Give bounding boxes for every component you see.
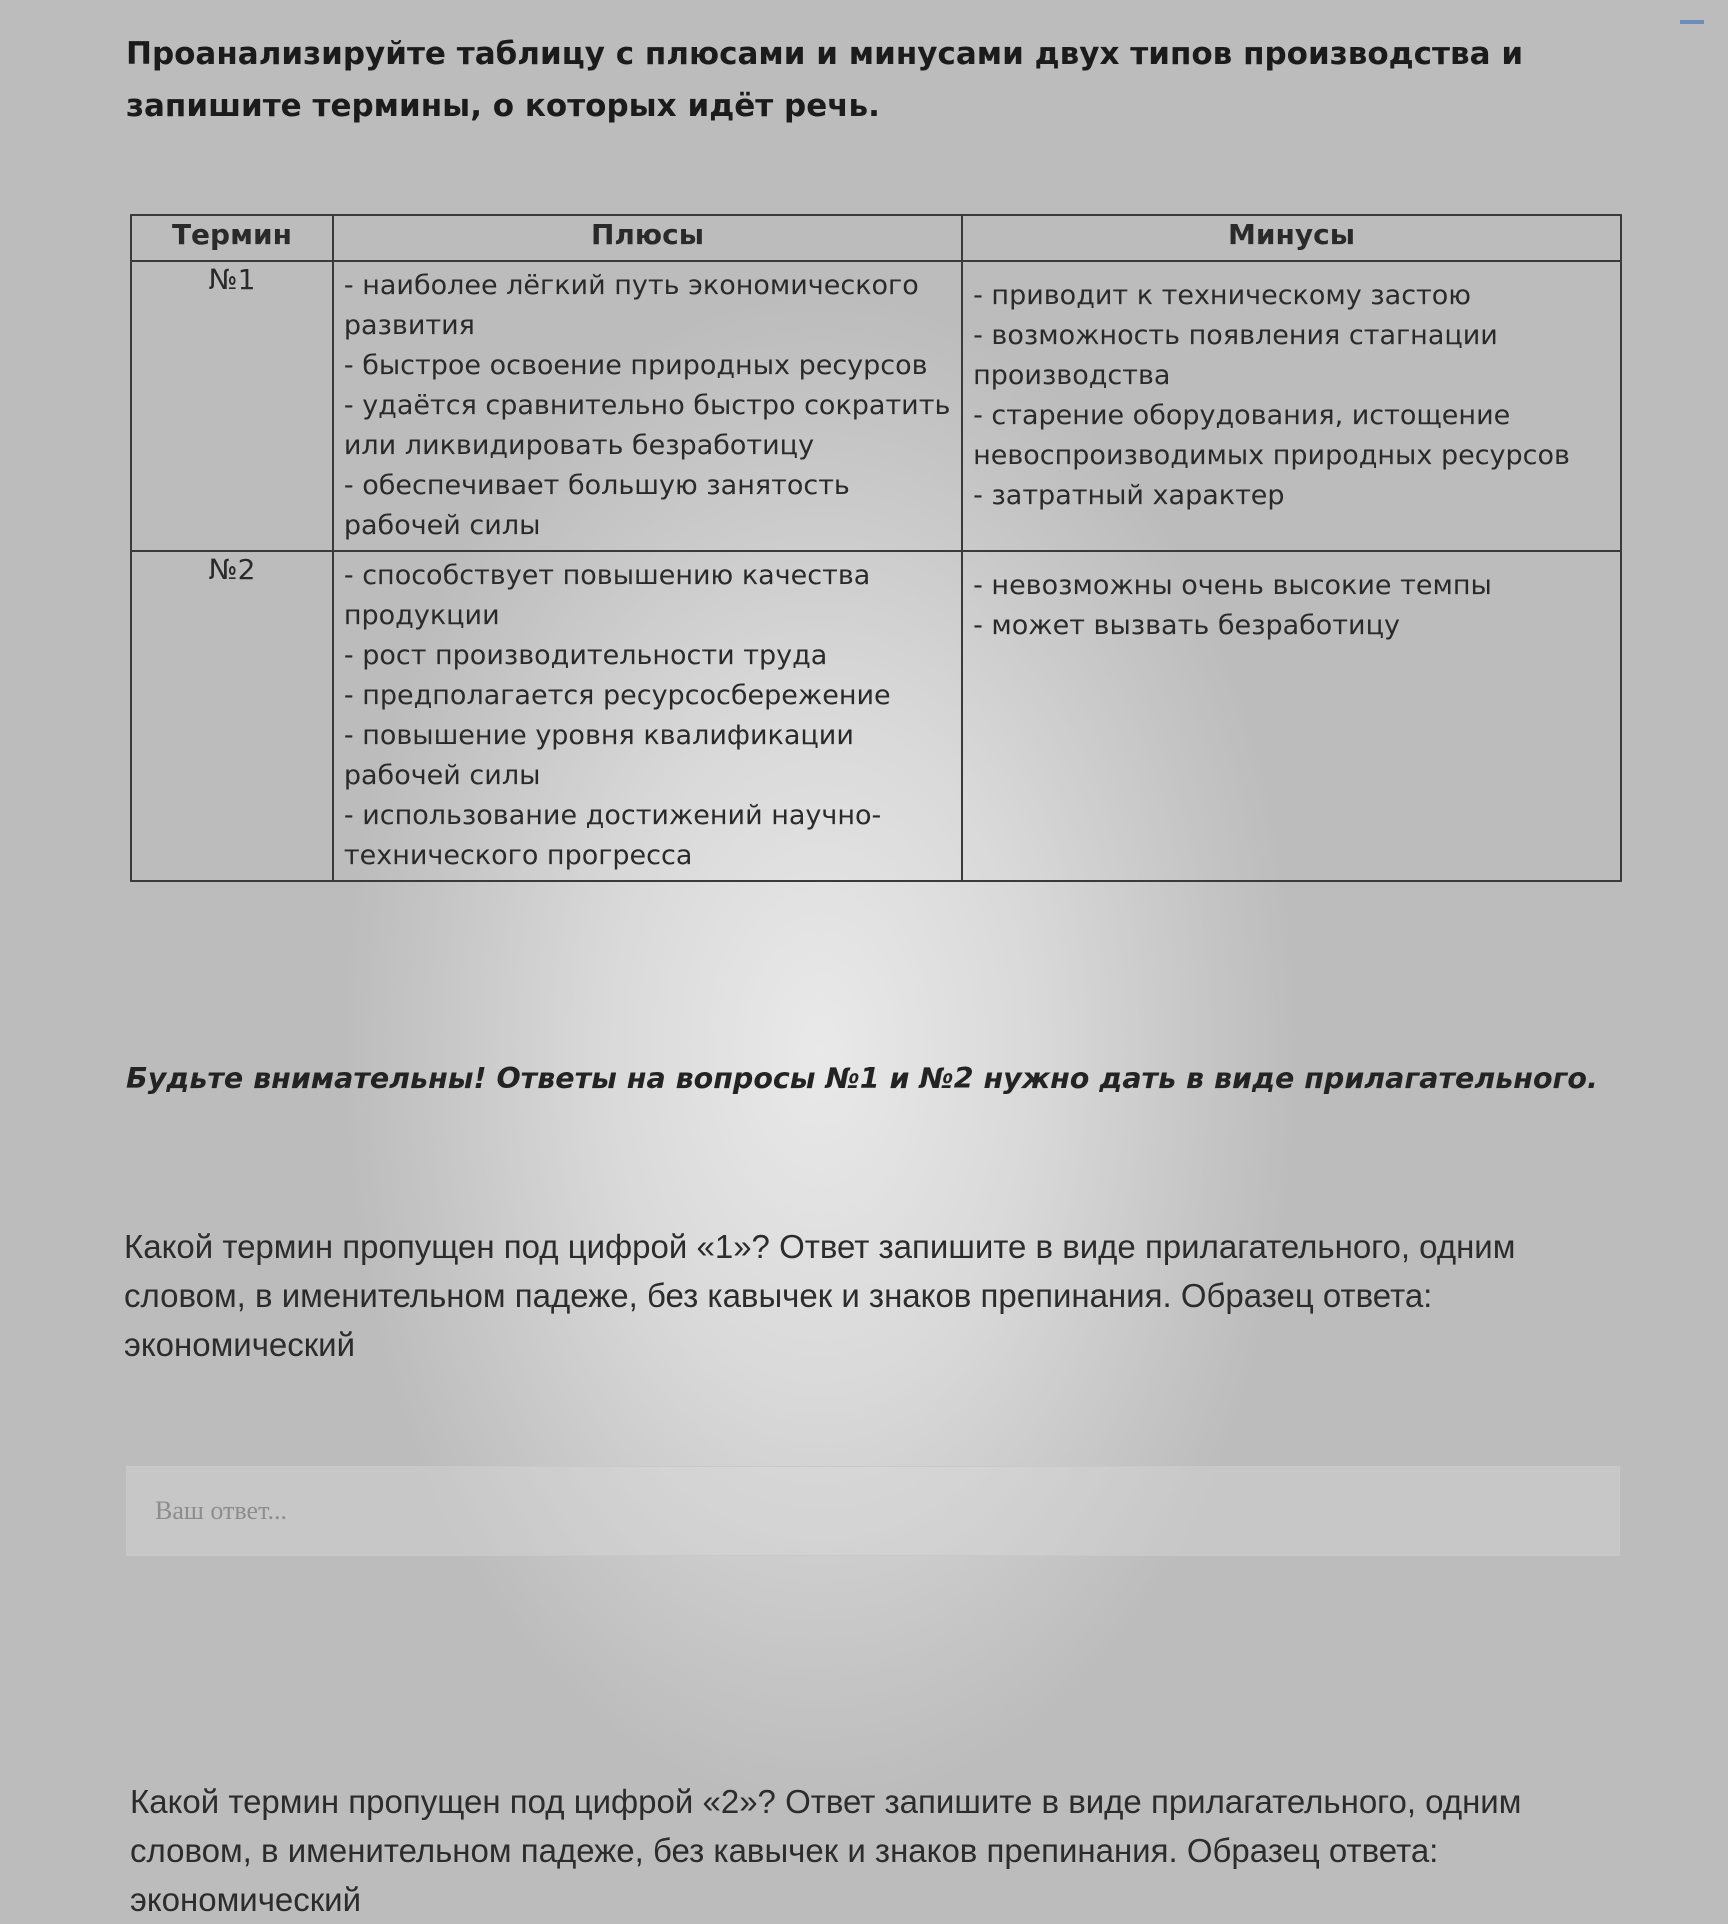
- cons-list-1: [962, 261, 1621, 551]
- table-row: [131, 261, 1621, 551]
- cons-item: - приводит к техническому застою: [973, 280, 1472, 311]
- answer-input-1[interactable]: [126, 1466, 1620, 1556]
- task-intro: Проанализируйте таблицу с плюсами и минусами двух типов производства и запишите термины, о которых идёт речь.: [126, 36, 1524, 124]
- term-number-1: №1: [131, 261, 333, 551]
- cons-item: - старение оборудования, истощение невоспроизводимых природных ресурсов: [973, 400, 1570, 471]
- pros-list-1: [333, 261, 962, 551]
- pros-item: - предполагается ресурсосбережение: [343, 680, 891, 711]
- term-number-2: №2: [131, 551, 333, 881]
- pros-item: - использование достижений научно-технического прогресса: [343, 800, 882, 871]
- pros-item: - повышение уровня квалификации рабочей силы: [343, 720, 854, 791]
- pros-item: - наиболее лёгкий путь экономического развития: [343, 270, 919, 341]
- pros-list-2: [333, 551, 962, 881]
- question-1-text: Какой термин пропущен под цифрой «1»? Ответ запишите в виде прилагательного, одним словом, в именительном падеже, без кавычек и знаков препинания. Образец ответа: экономический: [124, 1228, 1516, 1363]
- cons-item: - затратный характер: [973, 480, 1285, 511]
- cons-item: - невозможны очень высокие темпы: [973, 570, 1492, 601]
- pros-item: - способствует повышению качества продукции: [343, 560, 871, 631]
- scrollbar-thumb[interactable]: [1680, 20, 1704, 24]
- warning-note: Будьте внимательны! Ответы на вопросы №1 и №2 нужно дать в виде прилагательного.: [126, 1062, 1598, 1095]
- header-term: Термин: [131, 215, 333, 261]
- pros-cons-table: [130, 214, 1622, 882]
- table-header-row: [131, 215, 1621, 261]
- cons-item: - возможность появления стагнации производства: [973, 320, 1498, 391]
- pros-item: - удаётся сравнительно быстро сократить или ликвидировать безработицу: [343, 390, 951, 461]
- cons-item: - может вызвать безработицу: [973, 610, 1400, 641]
- pros-item: - обеспечивает большую занятость рабочей силы: [343, 470, 850, 541]
- pros-item: - быстрое освоение природных ресурсов: [343, 350, 928, 381]
- header-cons: Минусы: [962, 215, 1621, 261]
- cons-list-2: [962, 551, 1621, 881]
- question-2-text: Какой термин пропущен под цифрой «2»? Ответ запишите в виде прилагательного, одним словом, в именительном падеже, без кавычек и знаков препинания. Образец ответа: экономический: [130, 1783, 1522, 1918]
- header-pros: Плюсы: [333, 215, 962, 261]
- pros-item: - рост производительности труда: [343, 640, 828, 671]
- table-row: [131, 551, 1621, 881]
